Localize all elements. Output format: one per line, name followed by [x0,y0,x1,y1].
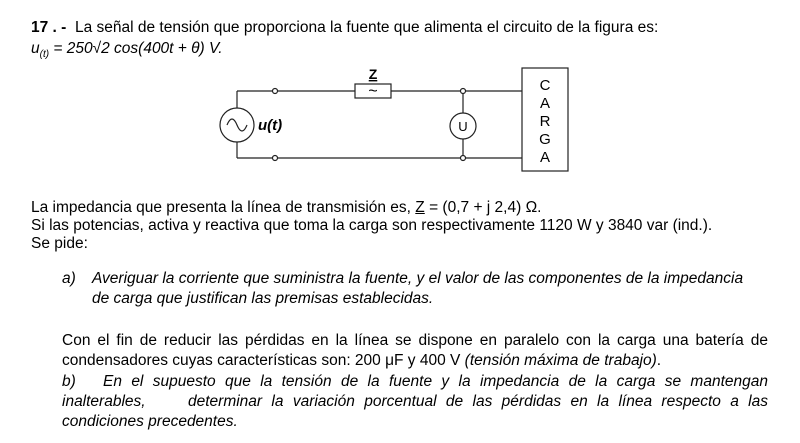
statement-text: La señal de tensión que proporciona la fuente que alimenta el circuito de la figura es: [74,19,659,36]
paragraph2-line2 [62,352,661,370]
question-a-line2: de carga que justifican las premisas establecidas. [92,290,434,307]
load-letter: C [539,77,551,94]
terminal-left-top [273,89,278,94]
impedance-symbol: ~ [368,83,378,100]
question-b-line1: En el supuesto que la tensión de la fuente y la impedancia de la carga se mantengan [103,373,768,390]
impedance-text: La impedancia que presenta la línea de transmisión es, [31,199,416,216]
se-pide: Se pide: [31,235,88,252]
impedance-sentence [31,199,541,217]
load-letter: A [539,149,551,166]
question-b-marker: b) [62,373,76,390]
impedance-label: Z [368,66,378,82]
voltage-symbol: u [31,40,40,57]
power-sentence: Si las potencias, activa y reactiva que toma la carga son respectivamente 1120 W y 3840 var (ind.). [31,217,713,234]
question-b-line2a: inalterables, [62,393,146,410]
paragraph2-line1: Con el fin de reducir las pérdidas en la línea se dispone en paralelo con la carga una batería de [62,332,768,349]
problem-number: 17 . - [31,19,67,36]
terminal-right-bottom [461,156,466,161]
voltage-subscript: (t) [39,49,50,61]
period: . [656,352,662,369]
question-a-line1: Averiguar la corriente que suministra la fuente, y el valor de las componentes de la impedancia [92,270,744,287]
capacitor-note: (tensión máxima de trabajo) [464,352,657,369]
question-b-line2b: determinar la variación porcentual de las pérdidas en la línea respecto a las [188,393,768,410]
question-a-marker: a) [62,270,76,287]
voltmeter-label: U [458,119,468,134]
load-letter: G [539,131,551,148]
load-letter: R [539,113,551,130]
voltage-expression: = 250√2 cos(400t + θ) V. [49,40,223,57]
terminal-left-bottom [273,156,278,161]
impedance-z: Z [415,199,425,216]
impedance-value: = (0,7 + j 2,4) Ω. [424,199,542,216]
terminal-right-top [461,89,466,94]
source-label: u(t) [258,117,283,134]
question-b-line3: condiciones precedentes. [62,413,238,430]
capacitor-spec: condensadores cuyas características son: 200 μF y 400 V [62,352,465,369]
load-letter: A [539,95,551,112]
sine-wave-icon [227,119,247,131]
